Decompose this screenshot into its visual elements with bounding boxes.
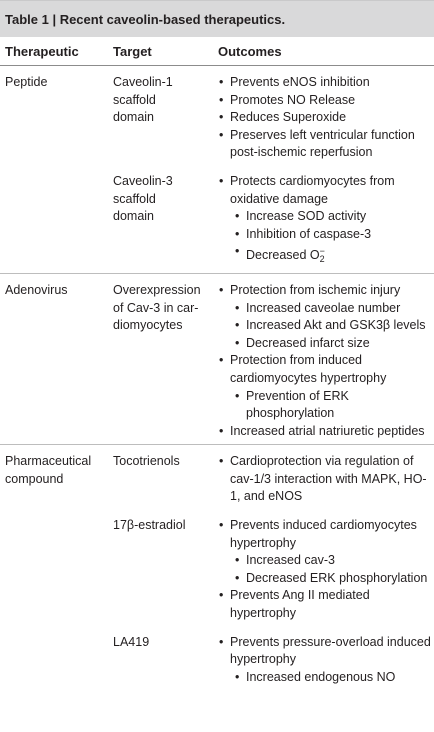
cell-outcomes bbox=[218, 74, 434, 162]
outcome-item: • Increased cav-3 bbox=[218, 552, 434, 570]
cell-outcomes bbox=[218, 634, 434, 687]
outcome-item: • Inhibition of caspase-3 bbox=[218, 226, 434, 244]
table-row bbox=[0, 74, 434, 162]
cell-target: Caveolin-1 scaffold domain bbox=[113, 75, 173, 125]
outcome-item: • Increased caveolae number bbox=[218, 300, 434, 318]
outcome-list bbox=[218, 173, 434, 269]
cell-therapeutic bbox=[0, 634, 113, 687]
table-body bbox=[0, 66, 434, 690]
outcome-list bbox=[218, 634, 434, 687]
cell-outcomes bbox=[218, 173, 434, 269]
cell-therapeutic bbox=[0, 517, 113, 623]
outcome-item: • Protection from induced cardiomyocytes hypertrophy bbox=[218, 352, 434, 387]
superscript-minus: − bbox=[319, 246, 325, 257]
outcome-item: • Prevents eNOS inhibition bbox=[218, 74, 434, 92]
outcome-item: • Decreased $O_2^-$ bbox=[218, 243, 434, 269]
cell-target: Tocotrienols bbox=[113, 454, 180, 469]
cell-therapeutic bbox=[0, 173, 113, 269]
cell-target: Overexpression of Cav-3 in car- diomyocytes bbox=[113, 282, 201, 333]
outcome-item: • Prevents pressure-overload induced hypertrophy bbox=[218, 634, 434, 669]
table-header-row bbox=[0, 37, 434, 66]
table-group bbox=[0, 66, 434, 274]
outcome-item: • Prevents Ang II mediated hypertrophy bbox=[218, 587, 434, 622]
table-title-bar bbox=[0, 0, 434, 37]
header-therapeutic: Therapeutic bbox=[5, 43, 79, 59]
subscript-2: 2 bbox=[319, 254, 325, 265]
cell-therapeutic: Peptide bbox=[5, 75, 48, 89]
header-outcomes: Outcomes bbox=[218, 43, 282, 59]
table-title: Table 1 | Recent caveolin-based therapeutics. bbox=[5, 11, 286, 27]
cell-therapeutic: Pharmaceutical compound bbox=[5, 454, 92, 486]
table-group bbox=[0, 445, 434, 690]
outcome-item: • Reduces Superoxide bbox=[218, 109, 434, 127]
cell-target: Caveolin-3 scaffold domain bbox=[113, 173, 173, 224]
cell-target: LA419 bbox=[113, 634, 150, 649]
header-target: Target bbox=[113, 43, 152, 59]
outcome-item: • Increased Akt and GSK3β levels bbox=[218, 317, 434, 335]
cell-target: 17β-estradiol bbox=[113, 518, 186, 533]
outcome-item: • Increased endogenous NO bbox=[218, 669, 434, 687]
outcome-item: • Increased atrial natriuretic peptides bbox=[218, 423, 434, 441]
cell-therapeutic: Adenovirus bbox=[5, 282, 68, 297]
table-row bbox=[0, 634, 434, 687]
cell-outcomes bbox=[218, 517, 434, 623]
table-row bbox=[0, 517, 434, 623]
outcome-item: • Protects cardiomyocytes from oxidative damage bbox=[218, 173, 434, 208]
outcome-item: • Protection from ischemic injury bbox=[218, 282, 434, 300]
cell-outcomes bbox=[218, 453, 434, 506]
outcome-item: • Prevention of ERK phosphorylation bbox=[218, 388, 434, 423]
table-row bbox=[0, 282, 434, 440]
outcome-item: • Cardioprotection via regulation of cav-1/3 interaction with MAPK, HO-1, and eNOS bbox=[218, 453, 434, 506]
outcome-list bbox=[218, 517, 434, 623]
outcome-item: • Preserves left ventricular function post-ischemic reperfusion bbox=[218, 127, 434, 162]
outcome-list bbox=[218, 74, 434, 162]
table-row bbox=[0, 453, 434, 506]
outcome-item: • Decreased ERK phosphorylation bbox=[218, 570, 434, 588]
cell-outcomes bbox=[218, 282, 434, 440]
outcome-item: • Decreased infarct size bbox=[218, 335, 434, 353]
table-group bbox=[0, 274, 434, 445]
outcome-item: • Increase SOD activity bbox=[218, 208, 434, 226]
outcome-item: • Prevents induced cardiomyocytes hypertrophy bbox=[218, 517, 434, 552]
table-row bbox=[0, 173, 434, 269]
outcome-list bbox=[218, 282, 434, 440]
outcome-list bbox=[218, 453, 434, 506]
outcome-item: • Promotes NO Release bbox=[218, 92, 434, 110]
